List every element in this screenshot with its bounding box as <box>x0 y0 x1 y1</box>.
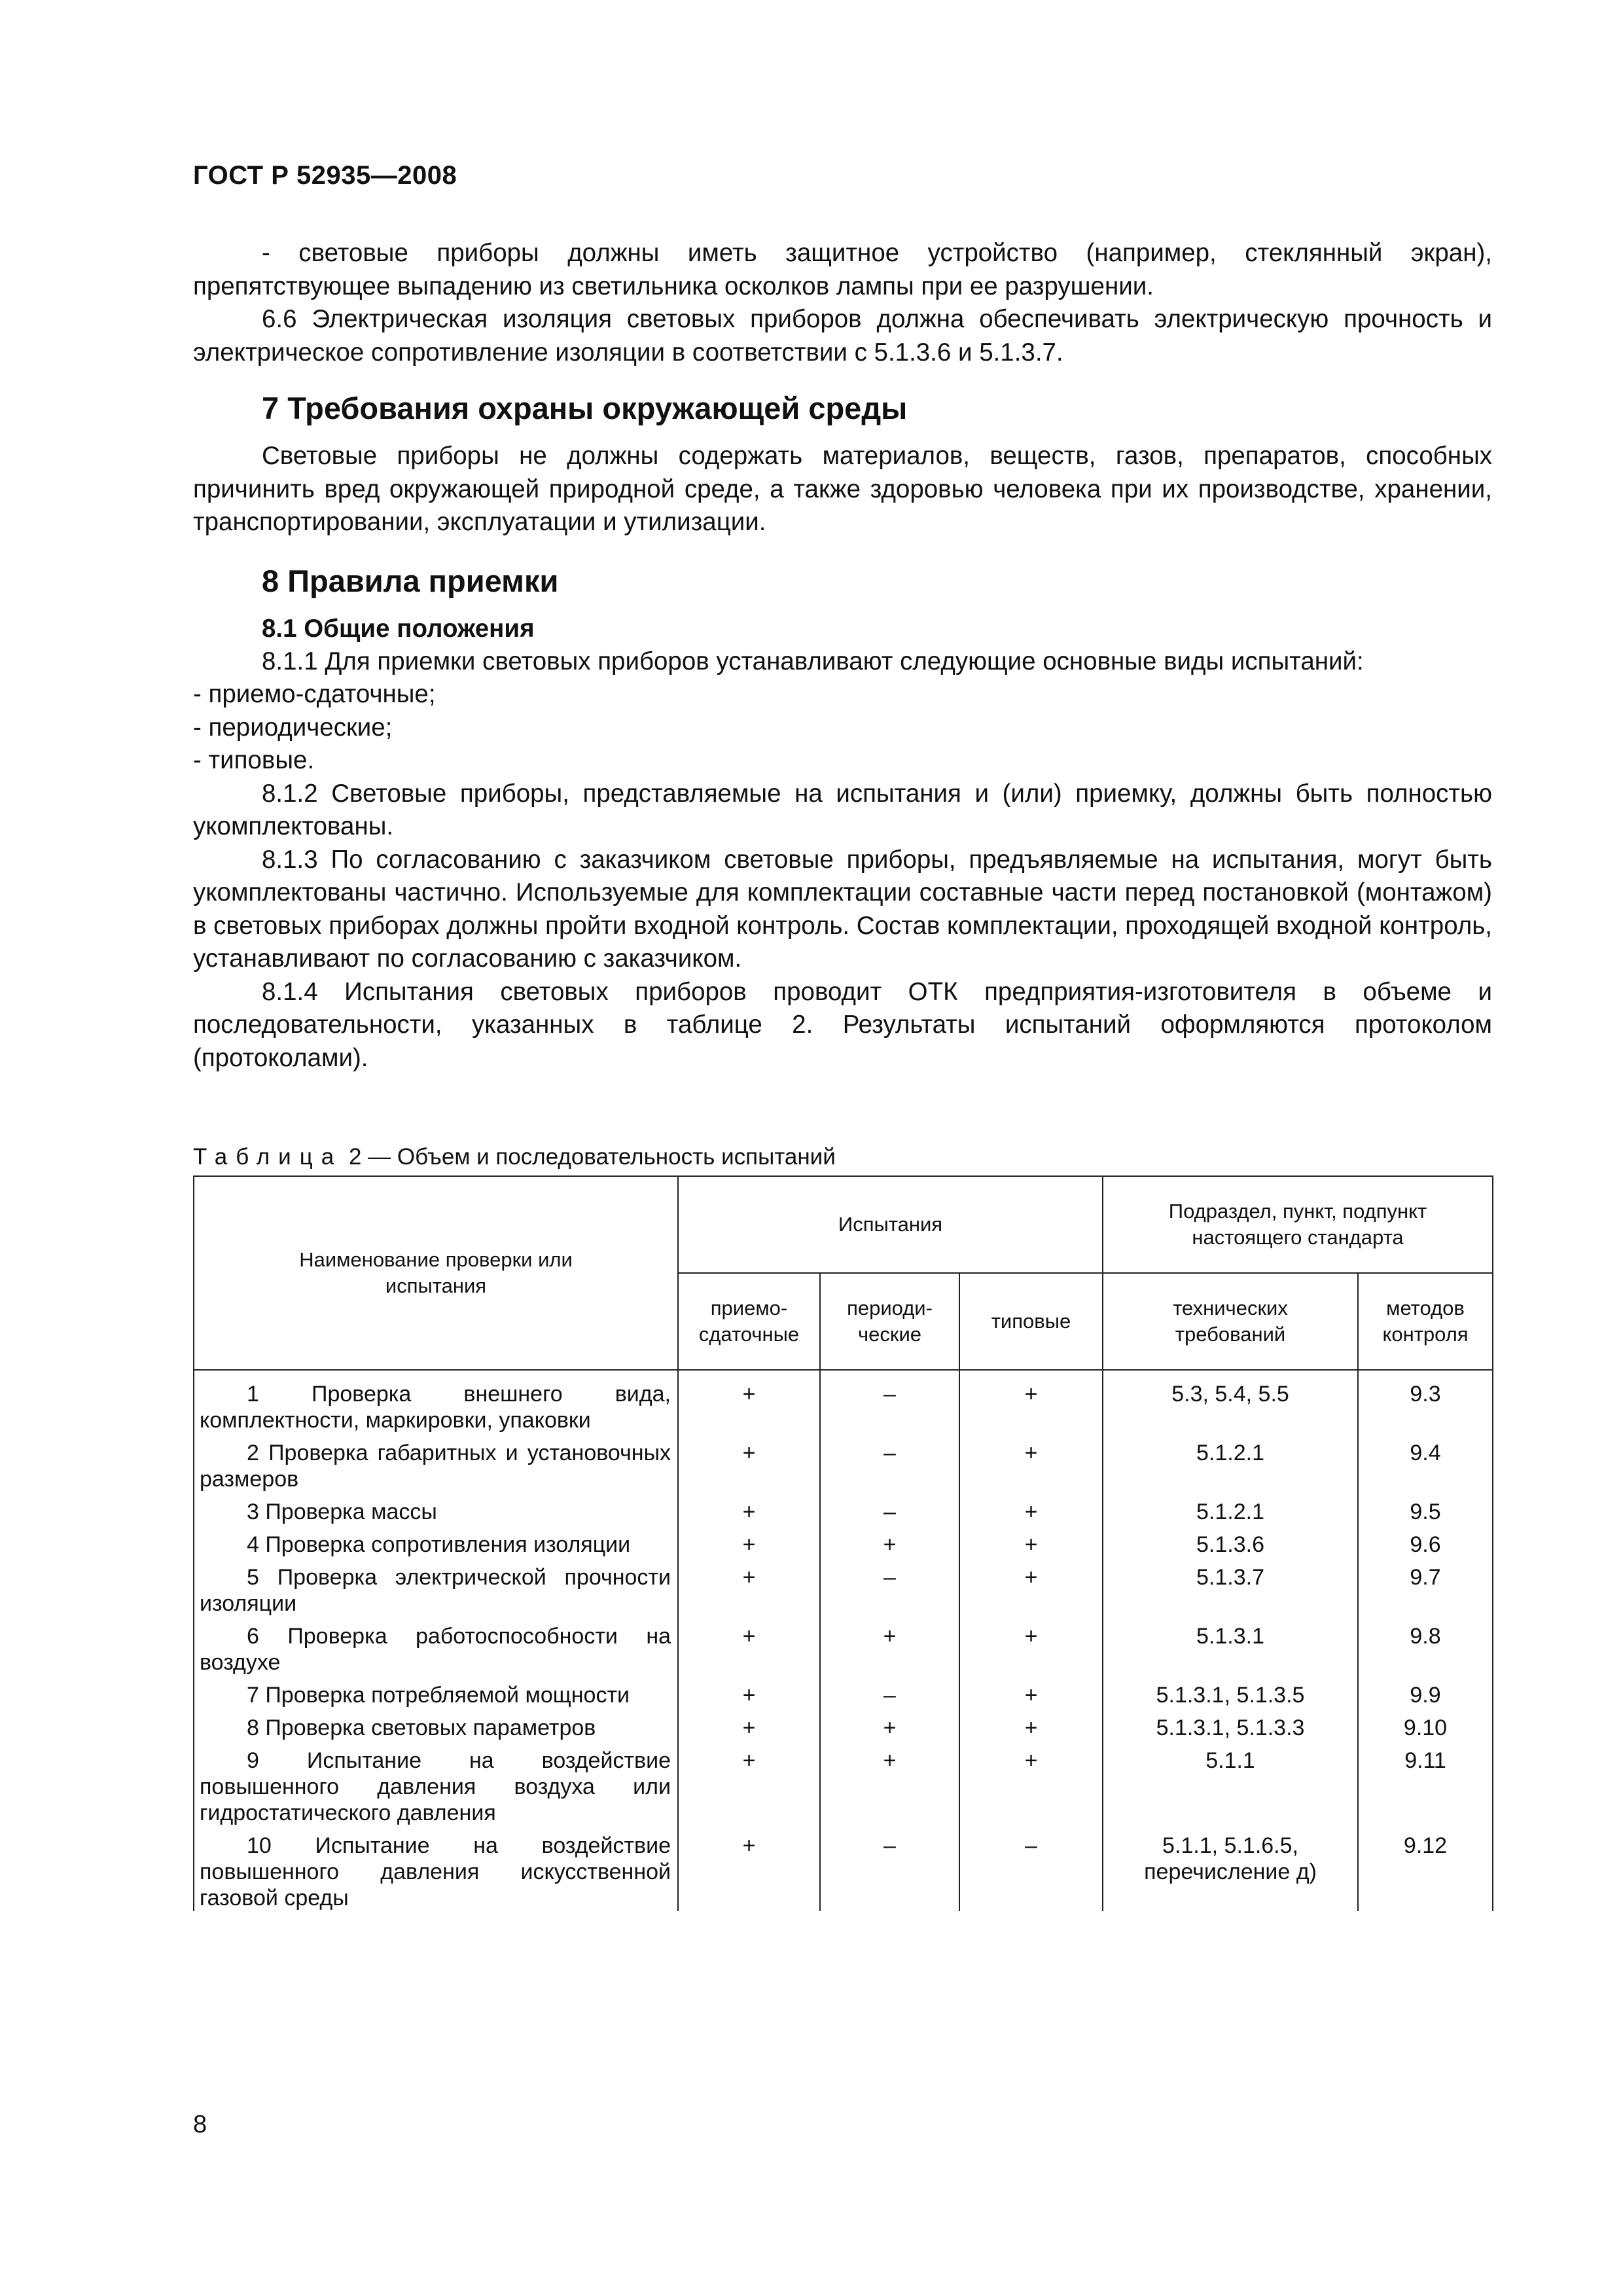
row-periodic: – <box>820 1492 959 1525</box>
row-name: 10 Испытание на воздействие повышенного давления искусственной газовой среды <box>194 1826 678 1911</box>
row-methods: 9.4 <box>1358 1433 1493 1492</box>
row-technical: 5.1.1 <box>1103 1741 1358 1826</box>
row-technical: 5.1.3.1 <box>1103 1617 1358 1676</box>
row-acceptance: + <box>678 1676 820 1708</box>
section-7-title: 7 Требования охраны окружающей среды <box>262 391 908 425</box>
header-check-name: Наименование проверки или испытания <box>194 1176 678 1370</box>
table-caption <box>193 1143 836 1172</box>
row-technical: 5.1.1, 5.1.6.5, перечисление д) <box>1103 1826 1358 1911</box>
row-type: + <box>959 1433 1103 1492</box>
row-name: 5 Проверка электрической прочности изоляции <box>194 1558 678 1617</box>
row-acceptance: + <box>678 1525 820 1558</box>
row-type: + <box>959 1708 1103 1741</box>
paragraph-8-1-2: 8.1.2 Световые приборы, представляемые на испытания и (или) приемку, должны быть полностью укомплектованы. <box>193 779 1492 840</box>
row-type: + <box>959 1492 1103 1525</box>
row-methods: 9.12 <box>1358 1826 1493 1911</box>
table-row <box>194 1617 1493 1676</box>
section-8-1-title: 8.1 Общие положения <box>262 614 535 643</box>
body-text <box>193 237 1492 1075</box>
row-periodic: + <box>820 1617 959 1676</box>
row-methods: 9.11 <box>1358 1741 1493 1826</box>
row-periodic: + <box>820 1525 959 1558</box>
table-row <box>194 1492 1493 1525</box>
row-name: 9 Испытание на воздействие повышенного давления воздуха или гидростатического давления <box>194 1741 678 1826</box>
row-technical: 5.3, 5.4, 5.5 <box>1103 1370 1358 1433</box>
row-periodic: – <box>820 1558 959 1617</box>
header-acceptance: приемо-сдаточные <box>678 1273 820 1370</box>
row-methods: 9.7 <box>1358 1558 1493 1617</box>
paragraph-protective-device: - световые приборы должны иметь защитное устройство (например, стеклянный экран), препятствующее выпадению из светильника осколков лампы при ее разрушении. <box>193 239 1492 300</box>
row-acceptance: + <box>678 1708 820 1741</box>
paragraph-8-1-1: 8.1.1 Для приемки световых приборов устанавливают следующие основные виды испытаний: <box>262 647 1364 675</box>
table-row <box>194 1741 1493 1826</box>
row-periodic: – <box>820 1826 959 1911</box>
row-methods: 9.10 <box>1358 1708 1493 1741</box>
table-row <box>194 1708 1493 1741</box>
row-name: 1 Проверка внешнего вида, комплектности, маркировки, упаковки <box>194 1370 678 1433</box>
row-periodic: + <box>820 1741 959 1826</box>
document-header: ГОСТ Р 52935—2008 <box>193 161 457 190</box>
header-technical-requirements: технических требований <box>1103 1273 1358 1370</box>
row-name: 8 Проверка световых параметров <box>194 1708 678 1741</box>
header-periodic: периоди-ческие <box>820 1273 959 1370</box>
row-name: 7 Проверка потребляемой мощности <box>194 1676 678 1708</box>
header-standard-section: Подраздел, пункт, подпункт настоящего стандарта <box>1103 1176 1493 1273</box>
row-methods: 9.8 <box>1358 1617 1493 1676</box>
row-methods: 9.9 <box>1358 1676 1493 1708</box>
header-control-methods: методов контроля <box>1358 1273 1493 1370</box>
row-periodic: + <box>820 1708 959 1741</box>
row-type: – <box>959 1826 1103 1911</box>
row-technical: 5.1.2.1 <box>1103 1492 1358 1525</box>
tests-table <box>193 1175 1493 1911</box>
row-name: 2 Проверка габаритных и установочных размеров <box>194 1433 678 1492</box>
table-row <box>194 1433 1493 1492</box>
header-type: типовые <box>959 1273 1103 1370</box>
section-8-title: 8 Правила приемки <box>262 563 559 598</box>
row-technical: 5.1.3.6 <box>1103 1525 1358 1558</box>
row-acceptance: + <box>678 1370 820 1433</box>
paragraph-environment: Световые приборы не должны содержать материалов, веществ, газов, препаратов, способных причинить вред окружающей природной среде, а также здоровью человека при их производстве, хранении, транспортировании, эксплуатации и утилизации. <box>193 442 1492 536</box>
row-methods: 9.6 <box>1358 1525 1493 1558</box>
table-row <box>194 1370 1493 1433</box>
page-number: 8 <box>193 2111 207 2138</box>
row-type: + <box>959 1676 1103 1708</box>
list-item-periodic: - периодические; <box>193 713 393 742</box>
row-technical: 5.1.2.1 <box>1103 1433 1358 1492</box>
header-tests: Испытания <box>678 1176 1103 1273</box>
paragraph-8-1-4: 8.1.4 Испытания световых приборов проводит ОТК предприятия-изготовителя в объеме и последовательности, указанных в таблице 2. Результаты испытаний оформляются протоколом (протоколами). <box>193 977 1492 1072</box>
row-acceptance: + <box>678 1617 820 1676</box>
table-caption-text: 2 — Объем и последовательность испытаний <box>342 1144 836 1170</box>
list-item-type: - типовые. <box>193 746 315 774</box>
row-methods: 9.5 <box>1358 1492 1493 1525</box>
paragraph-6-6: 6.6 Электрическая изоляция световых приборов должна обеспечивать электрическую прочность и электрическое сопротивление изоляции в соответствии с 5.1.3.6 и 5.1.3.7. <box>193 305 1492 367</box>
row-technical: 5.1.3.1, 5.1.3.5 <box>1103 1676 1358 1708</box>
row-acceptance: + <box>678 1826 820 1911</box>
row-name: 3 Проверка массы <box>194 1492 678 1525</box>
table-row <box>194 1676 1493 1708</box>
table-caption-label: Таблица <box>193 1144 343 1170</box>
row-technical: 5.1.3.1, 5.1.3.3 <box>1103 1708 1358 1741</box>
row-periodic: – <box>820 1676 959 1708</box>
row-name: 4 Проверка сопротивления изоляции <box>194 1525 678 1558</box>
row-periodic: – <box>820 1370 959 1433</box>
row-acceptance: + <box>678 1741 820 1826</box>
list-item-acceptance: - приемо-сдаточные; <box>193 680 436 708</box>
row-type: + <box>959 1370 1103 1433</box>
row-acceptance: + <box>678 1492 820 1525</box>
table-row <box>194 1525 1493 1558</box>
row-technical: 5.1.3.7 <box>1103 1558 1358 1617</box>
table-row <box>194 1826 1493 1911</box>
row-methods: 9.3 <box>1358 1370 1493 1433</box>
row-name: 6 Проверка работоспособности на воздухе <box>194 1617 678 1676</box>
row-acceptance: + <box>678 1558 820 1617</box>
table-row <box>194 1558 1493 1617</box>
row-type: + <box>959 1525 1103 1558</box>
row-type: + <box>959 1558 1103 1617</box>
row-type: + <box>959 1617 1103 1676</box>
row-periodic: – <box>820 1433 959 1492</box>
row-type: + <box>959 1741 1103 1826</box>
row-acceptance: + <box>678 1433 820 1492</box>
paragraph-8-1-3: 8.1.3 По согласованию с заказчиком световые приборы, предъявляемые на испытания, могут быть укомплектованы частично. Используемые для комплектации составные части перед постановкой (монтажом) в световых приборах должны пройти входной контроль. Состав комплектации, проходящей входной контроль, устанавливают по согласованию с заказчиком. <box>193 845 1492 973</box>
